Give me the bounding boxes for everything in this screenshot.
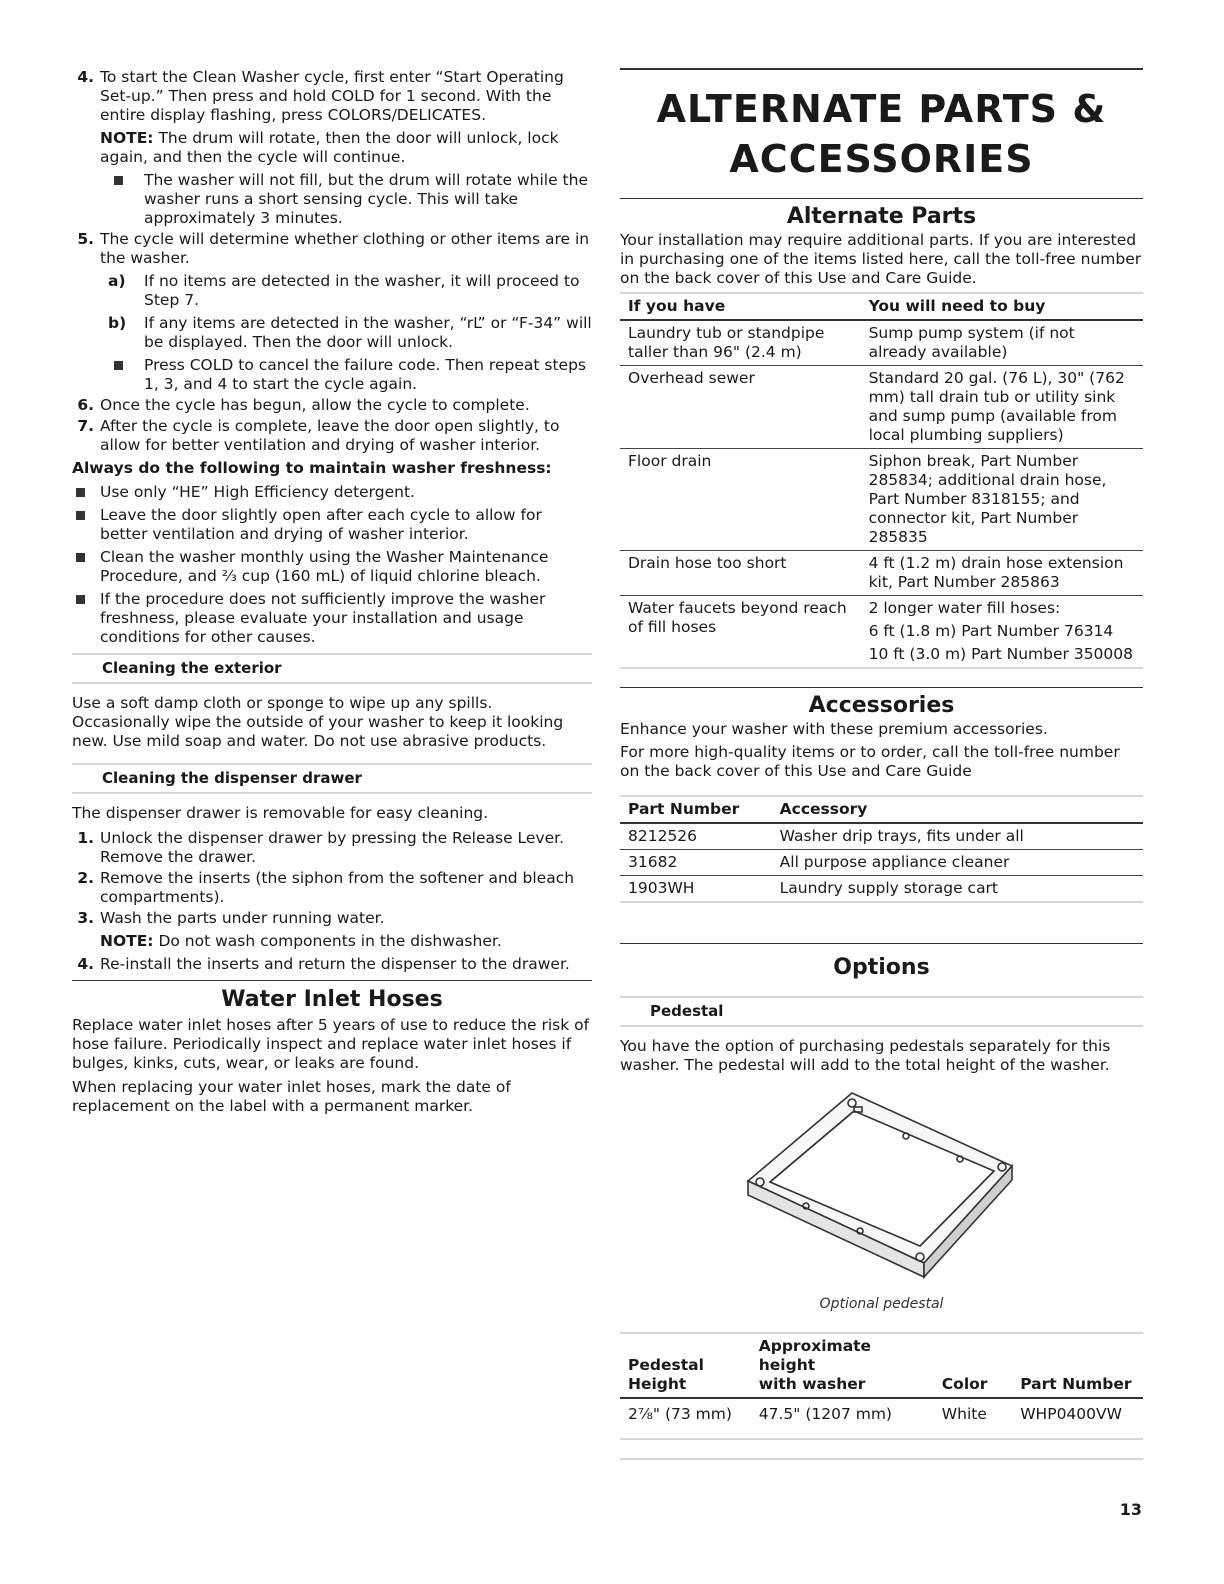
options-heading: Options (833, 955, 930, 980)
sub-step-label: b) (108, 314, 127, 332)
step-text: Re-install the inserts and return the dispenser to the drawer. (100, 955, 570, 973)
column-header: Part Number (1012, 1333, 1143, 1398)
step-number: 5. (77, 230, 94, 248)
title-rule-top (620, 68, 1143, 70)
pedestal-text: You have the option of purchasing pedestals separately for this washer. The pedestal will add to the total height of the washer. (620, 1037, 1111, 1074)
step-text: The cycle will determine whether clothing or other items are in the washer. (100, 230, 590, 267)
table-row (620, 823, 1143, 850)
hoses-paragraph-1: Replace water inlet hoses after 5 years of use to reduce the risk of hose failure. Periodically inspect and replace water inlet hoses if bulges, kinks, cuts, wear, or leaks are found. (72, 1016, 590, 1072)
step-number: 3. (77, 909, 94, 927)
section-rule (620, 198, 1143, 199)
left-column (72, 68, 592, 1116)
square-bullet-icon (114, 361, 123, 370)
hoses-paragraph-2: When replacing your water inlet hoses, mark the date of replacement on the label with a permanent marker. (72, 1078, 511, 1115)
table-row (620, 1398, 1143, 1439)
section-rule (620, 687, 1143, 688)
step-number: 2. (77, 869, 94, 887)
dispenser-heading: Cleaning the dispenser drawer (72, 763, 592, 794)
accessories-heading: Accessories (808, 693, 955, 718)
dispenser-step-4 (72, 955, 592, 974)
step-text: Once the cycle has begun, allow the cycle to complete. (100, 396, 530, 414)
sub-step-text: If any items are detected in the washer, “rL” or “F-34” will be displayed. Then the door will unlock. (144, 314, 592, 351)
hose-line: 10 ft (3.0 m) Part Number 350008 (868, 645, 1134, 663)
table-row (620, 366, 1143, 449)
column-header-line: Pedestal (628, 1356, 704, 1374)
freshness-bullet (72, 483, 592, 502)
square-bullet-icon (76, 488, 85, 497)
pedestal-table (620, 1332, 1143, 1440)
section-rule (72, 980, 592, 981)
bullet-text: Clean the washer monthly using the Washer Maintenance Procedure, and ⅔ cup (160 mL) of liquid chlorine bleach. (100, 548, 549, 585)
note (72, 129, 592, 167)
bullet-text: The washer will not fill, but the drum will rotate while the washer runs a short sensing cycle. This will take approximately 3 minutes. (144, 171, 588, 227)
page-title-line-1: ALTERNATE PARTS & (656, 87, 1107, 131)
table-row (620, 551, 1143, 596)
part-number-cell: 31682 (620, 850, 772, 876)
table-cell (861, 596, 1143, 669)
square-bullet-icon (76, 511, 85, 520)
table-cell: WHP0400VW (1012, 1398, 1143, 1439)
figure-caption: Optional pedestal (819, 1296, 944, 1312)
table-cell: Standard 20 gal. (76 L), 30" (762 mm) tall drain tub or utility sink and sump pump (available from local plumbing suppliers) (861, 366, 1143, 449)
table-cell: Siphon break, Part Number 285834; additional drain hose, Part Number 8318155; and connector kit, Part Number 285835 (861, 449, 1143, 551)
table-cell: Water faucets beyond reach of fill hoses (620, 596, 861, 669)
square-bullet-icon (76, 595, 85, 604)
step-number: 7. (77, 417, 94, 435)
accessory-cell: All purpose appliance cleaner (772, 850, 1143, 876)
accessory-cell: Laundry supply storage cart (772, 876, 1143, 903)
table-cell: Overhead sewer (620, 366, 861, 449)
bullet-item (72, 356, 592, 394)
accessories-table (620, 795, 1143, 903)
section-rule (620, 943, 1143, 944)
step-5 (72, 230, 592, 268)
table-row (620, 596, 1143, 669)
table-header-row (620, 796, 1143, 823)
table-cell: Drain hose too short (620, 551, 861, 596)
table-header-row (620, 293, 1143, 320)
hoses-heading: Water Inlet Hoses (221, 987, 443, 1012)
step-text: Wash the parts under running water. (100, 909, 385, 927)
freshness-bullet (72, 506, 592, 544)
step-6 (72, 396, 592, 415)
right-column (620, 68, 1143, 1460)
exterior-heading: Cleaning the exterior (72, 653, 592, 684)
column-header (751, 1333, 934, 1398)
sub-step-text: If no items are detected in the washer, it will proceed to Step 7. (144, 272, 580, 309)
alternate-parts-heading: Alternate Parts (786, 204, 977, 229)
column-header: Accessory (772, 796, 1143, 823)
part-number-cell: 8212526 (620, 823, 772, 850)
page-title-line-2: ACCESSORIES (729, 137, 1034, 181)
dispenser-step-3 (72, 909, 592, 928)
freshness-bullet (72, 590, 592, 647)
square-bullet-icon (114, 176, 123, 185)
column-header: If you have (620, 293, 861, 320)
column-header-line: Approximate height (758, 1337, 872, 1374)
bullet-text: If the procedure does not sufficiently improve the washer freshness, please evaluate your installation and usage conditions for other causes. (100, 590, 546, 646)
column-header: You will need to buy (861, 293, 1143, 320)
table-row (620, 449, 1143, 551)
freshness-bullet (72, 548, 592, 586)
sub-step-a (72, 272, 592, 310)
note-text: The drum will rotate, then the door will unlock, lock again, and then the cycle will continue. (100, 129, 559, 166)
step-4 (72, 68, 592, 125)
bullet-text: Use only “HE” High Efficiency detergent. (100, 483, 415, 501)
bullet-text: Press COLD to cancel the failure code. Then repeat steps 1, 3, and 4 to start the cycle again. (144, 356, 586, 393)
alternate-parts-intro: Your installation may require additional parts. If you are interested in purchasing one of the items listed here, call the toll-free number on the back cover of this Use and Care Guide. (620, 231, 1142, 287)
note-label: NOTE: (100, 932, 154, 950)
pedestal-illustration (620, 1081, 1143, 1291)
step-number: 4. (77, 68, 94, 86)
table-row (620, 320, 1143, 366)
sub-step-label: a) (108, 272, 126, 290)
column-header: Part Number (620, 796, 772, 823)
accessories-paragraph-2: For more high-quality items or to order, call the toll-free number on the back cover of this Use and Care Guide (620, 743, 1120, 780)
step-text: Unlock the dispenser drawer by pressing the Release Lever. Remove the drawer. (100, 829, 565, 866)
table-header-row (620, 1333, 1143, 1398)
table-cell: 2⅞" (73 mm) (620, 1398, 751, 1439)
pedestal-heading: Pedestal (620, 996, 1143, 1027)
column-header: Color (934, 1333, 1012, 1398)
section-rule (620, 1458, 1143, 1460)
table-row (620, 850, 1143, 876)
square-bullet-icon (76, 553, 85, 562)
note-text: Do not wash components in the dishwasher. (153, 932, 502, 950)
step-number: 1. (77, 829, 94, 847)
table-cell: White (934, 1398, 1012, 1439)
column-header (620, 1333, 751, 1398)
table-cell: Laundry tub or standpipe taller than 96" (2.4 m) (620, 320, 861, 366)
accessories-paragraph-1: Enhance your washer with these premium accessories. (620, 720, 1048, 738)
freshness-heading: Always do the following to maintain washer freshness: (72, 459, 552, 477)
step-text: To start the Clean Washer cycle, first enter “Start Operating Set-up.” Then press and hold COLD for 1 second. With the entire display flashing, press COLORS/DELICATES. (100, 68, 564, 124)
hose-line: 6 ft (1.8 m) Part Number 76314 (868, 622, 1114, 640)
bullet-item (72, 171, 592, 228)
step-number: 6. (77, 396, 94, 414)
dispenser-intro: The dispenser drawer is removable for easy cleaning. (72, 804, 489, 822)
column-header-line: with washer (758, 1375, 866, 1393)
alternate-parts-table (620, 292, 1143, 669)
note-label: NOTE: (100, 129, 154, 147)
page-number: 13 (1119, 1500, 1142, 1519)
dispenser-step-2 (72, 869, 592, 907)
dispenser-step-1 (72, 829, 592, 867)
part-number-cell: 1903WH (620, 876, 772, 903)
table-cell: 47.5" (1207 mm) (751, 1398, 934, 1439)
step-text: Remove the inserts (the siphon from the softener and bleach compartments). (100, 869, 575, 906)
table-cell: Sump pump system (if not already available) (861, 320, 1143, 366)
table-row (620, 876, 1143, 903)
exterior-text: Use a soft damp cloth or sponge to wipe up any spills. Occasionally wipe the outside of your washer to keep it looking new. Use mild soap and water. Do not use abrasive products. (72, 694, 564, 750)
sub-step-b (72, 314, 592, 352)
bullet-text: Leave the door slightly open after each cycle to allow for better ventilation and drying of washer interior. (100, 506, 542, 543)
column-header-line: Height (628, 1375, 687, 1393)
accessory-cell: Washer drip trays, fits under all (772, 823, 1143, 850)
step-7 (72, 417, 592, 455)
hose-line: 2 longer water fill hoses: (868, 599, 1061, 617)
table-cell: 4 ft (1.2 m) drain hose extension kit, Part Number 285863 (861, 551, 1143, 596)
dispenser-note (72, 932, 592, 951)
step-text: After the cycle is complete, leave the door open slightly, to allow for better ventilation and drying of washer interior. (100, 417, 560, 454)
step-number: 4. (77, 955, 94, 973)
table-cell: Floor drain (620, 449, 861, 551)
